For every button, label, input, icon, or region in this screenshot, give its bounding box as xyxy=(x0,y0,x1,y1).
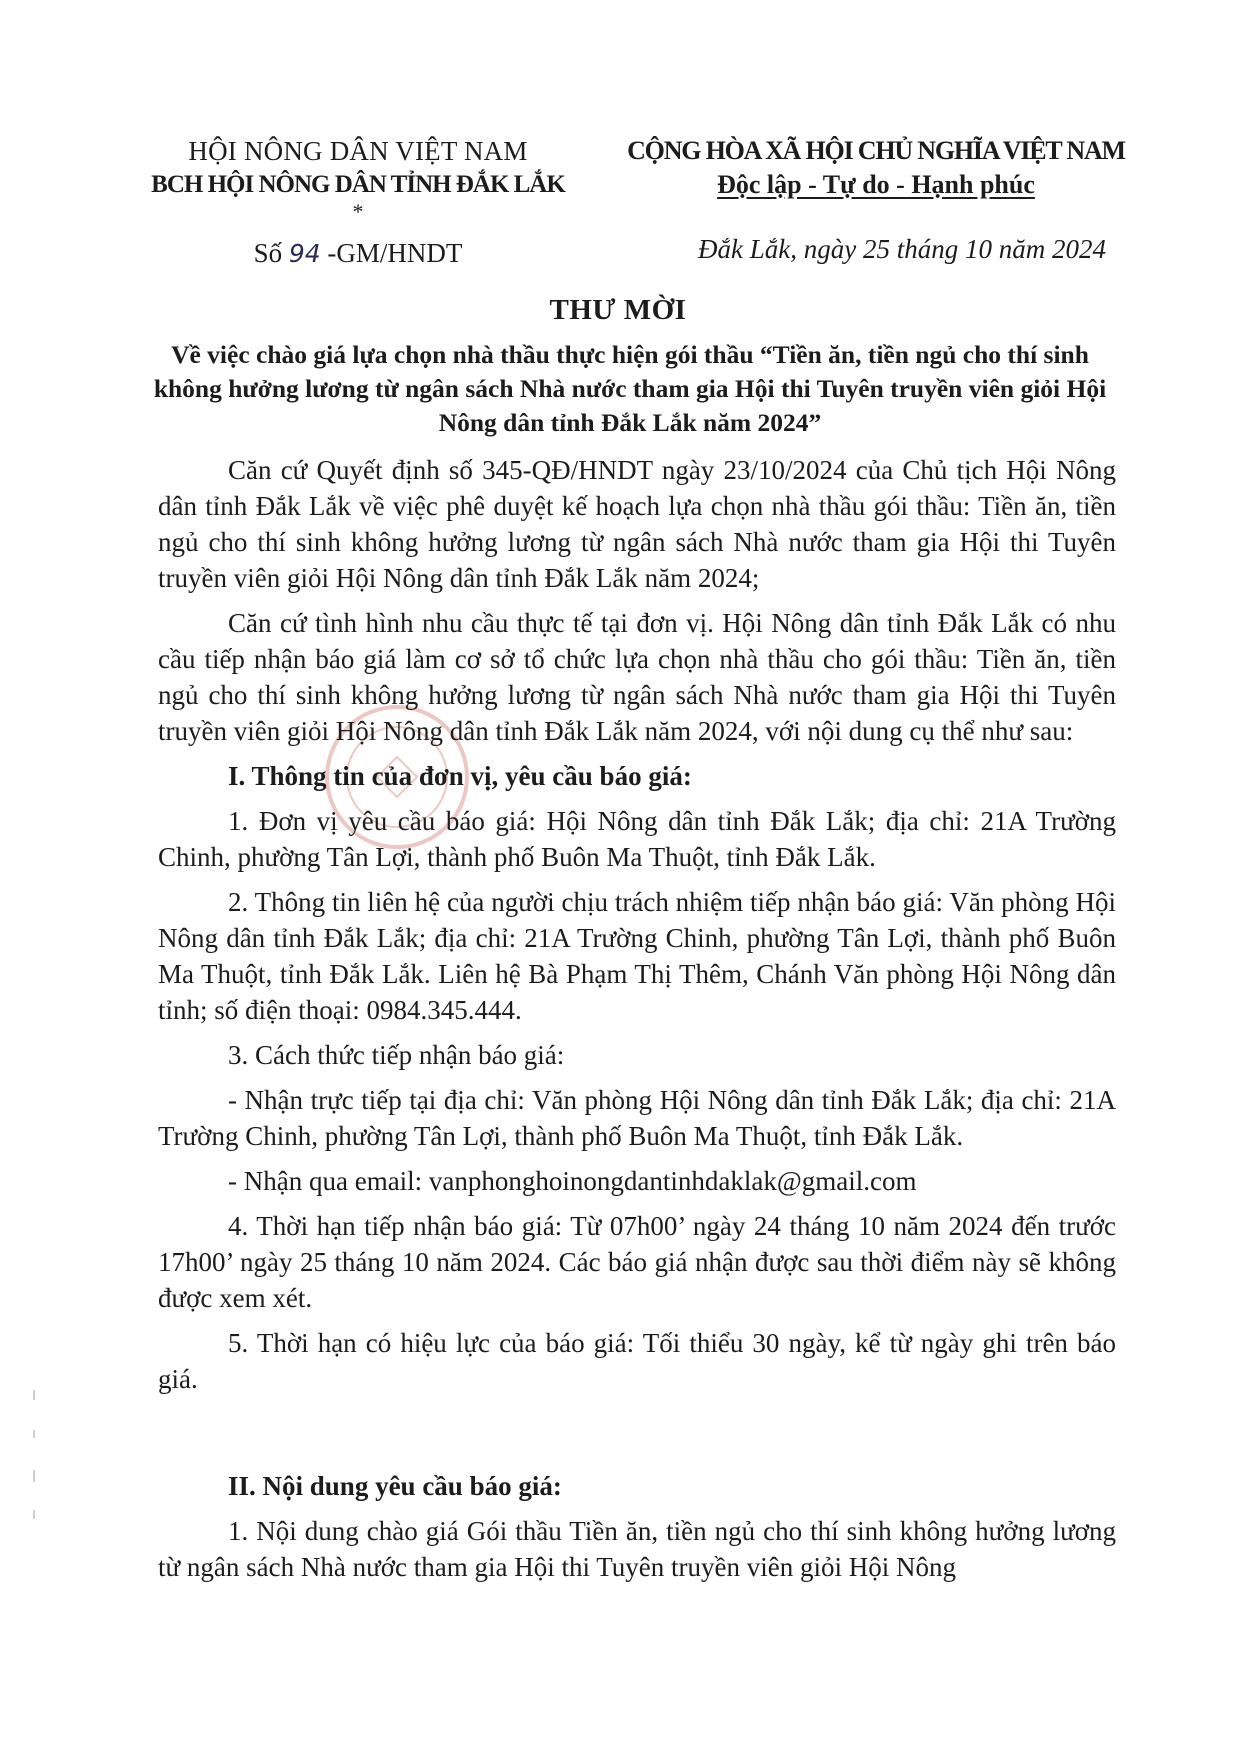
section-1-heading: I. Thông tin của đơn vị, yêu cầu báo giá: xyxy=(228,761,692,791)
document-date: Đắk Lắk, ngày 25 tháng 10 năm 2024 xyxy=(698,234,1106,264)
document-title: THƯ MỜI xyxy=(549,294,687,326)
org-line-2: BCH HỘI NÔNG DÂN TỈNH ĐẮK LẮK xyxy=(151,171,565,198)
item-1-3: 3. Cách thức tiếp nhận báo giá: xyxy=(228,1040,565,1070)
document-body xyxy=(158,452,1116,1594)
item-1-4: 4. Thời hạn tiếp nhận báo giá: Từ 07h00’ ngày 24 tháng 10 năm 2024 đến trước 17h00’ ngày 25 tháng 10 năm 2024. Các báo giá nhận được sau thời điểm này sẽ không được xem xét. xyxy=(158,1211,1116,1313)
item-1-3-direct: - Nhận trực tiếp tại địa chỉ: Văn phòng Hội Nông dân tỉnh Đắk Lắk; địa chỉ: 21A Trường Chinh, phường Tân Lợi, thành phố Buôn Ma Thuột, tỉnh Đắk Lắk. xyxy=(158,1085,1116,1151)
organization-header xyxy=(118,134,598,271)
scan-edge-marks xyxy=(30,1390,38,1530)
document-number xyxy=(118,236,598,271)
section-gap xyxy=(158,1406,1116,1468)
nation-motto: Độc lập - Tự do - Hạnh phúc xyxy=(717,170,1035,199)
org-star: * xyxy=(352,199,364,224)
national-header xyxy=(616,134,1136,266)
item-1-5: 5. Thời hạn có hiệu lực của báo giá: Tối thiểu 30 ngày, kể từ ngày ghi trên báo giá. xyxy=(158,1328,1116,1394)
item-1-1: 1. Đơn vị yêu cầu báo giá: Hội Nông dân tỉnh Đắk Lắk; địa chỉ: 21A Trường Chinh, phường Tân Lợi, thành phố Buôn Ma Thuột, tỉnh Đắk Lắk. xyxy=(158,806,1116,872)
document-subtitle: Về việc chào giá lựa chọn nhà thầu thực hiện gói thầu “Tiền ăn, tiền ngủ cho thí sinh không hưởng lương từ ngân sách Nhà nước tham gia Hội thi Tuyên truyền viên giỏi Hội Nông dân tỉnh Đắk Lắk năm 2024” xyxy=(153,340,1107,437)
item-1-3-email: - Nhận qua email: vanphonghoinongdantinhdaklak@gmail.com xyxy=(228,1166,917,1196)
item-1-2: 2. Thông tin liên hệ của người chịu trách nhiệm tiếp nhận báo giá: Văn phòng Hội Nông dân tỉnh Đắk Lắk; địa chỉ: 21A Trường Chinh, phường Tân Lợi, thành phố Buôn Ma Thuột, tỉnh Đắk Lắk. Liên hệ Bà Phạm Thị Thêm, Chánh Văn phòng Hội Nông dân tỉnh; số điện thoại: 0984.345.444. xyxy=(158,887,1116,1025)
number-prefix: Số xyxy=(253,238,283,268)
number-suffix: -GM/HNDT xyxy=(320,238,463,268)
paragraph-basis-needs: Căn cứ tình hình nhu cầu thực tế tại đơn vị. Hội Nông dân tỉnh Đắk Lắk có nhu cầu tiếp nhận báo giá làm cơ sở tổ chức lựa chọn nhà thầu cho gói thầu: Tiền ăn, tiền ngủ cho thí sinh không hưởng lương từ ngân sách Nhà nước tham gia Hội thi Tuyên truyền viên giỏi Hội Nông dân tỉnh Đắk Lắk năm 2024, với nội dung cụ thể như sau: xyxy=(158,608,1116,746)
item-2-1: 1. Nội dung chào giá Gói thầu Tiền ăn, tiền ngủ cho thí sinh không hưởng lương từ ngân sách Nhà nước tham gia Hội thi Tuyên truyền viên giỏi Hội Nông xyxy=(158,1516,1116,1582)
section-2-heading: II. Nội dung yêu cầu báo giá: xyxy=(228,1471,562,1501)
number-handwritten: 94 xyxy=(288,239,321,268)
nation-line-1: CỘNG HÒA XÃ HỘI CHỦ NGHĨA VIỆT NAM xyxy=(627,136,1125,165)
paragraph-basis-decision: Căn cứ Quyết định số 345-QĐ/HNDT ngày 23/10/2024 của Chủ tịch Hội Nông dân tỉnh Đắk Lắk về việc phê duyệt kế hoạch lựa chọn nhà thầu gói thầu: Tiền ăn, tiền ngủ cho thí sinh không hưởng lương từ ngân sách Nhà nước tham gia Hội thi Tuyên truyền viên giỏi Hội Nông dân tỉnh Đắk Lắk năm 2024; xyxy=(158,455,1116,593)
org-line-1: HỘI NÔNG DÂN VIỆT NAM xyxy=(188,136,528,166)
